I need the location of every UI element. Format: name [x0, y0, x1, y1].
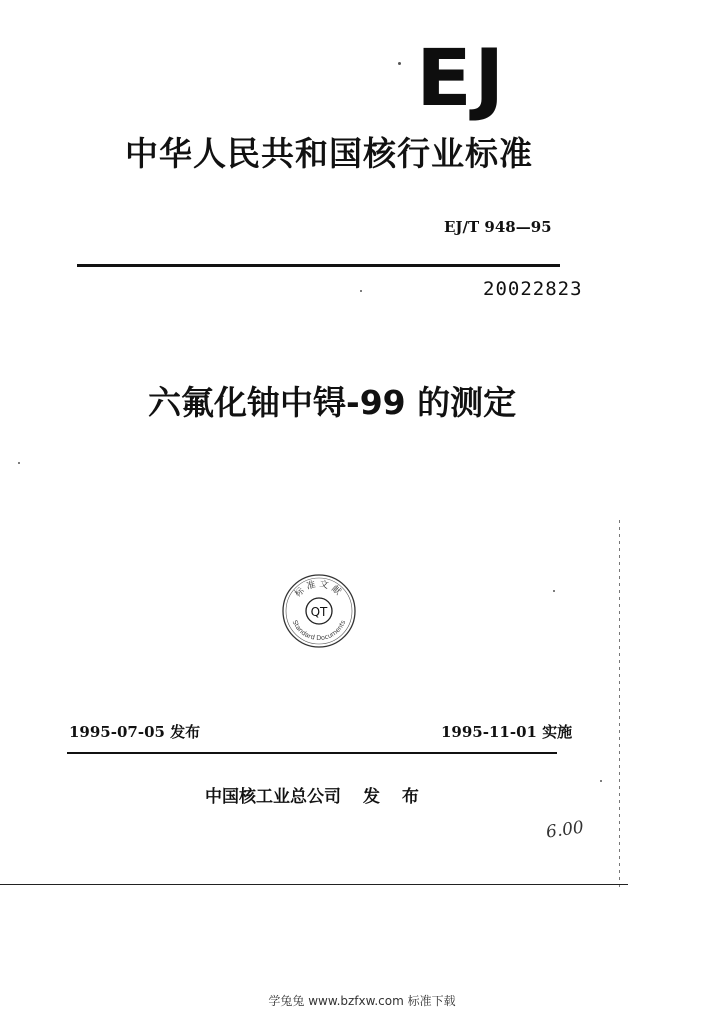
stamp-bottom-text: Standard Documents [290, 618, 348, 643]
scan-speck [18, 462, 20, 464]
top-divider [77, 264, 560, 267]
serial-number: 20022823 [483, 278, 583, 300]
effective-date: 1995-11-01 实施 [441, 723, 573, 741]
scan-speck [553, 590, 555, 592]
bottom-divider [67, 752, 557, 754]
svg-text:Standard Documents [291, 618, 348, 642]
scan-speck [398, 62, 401, 65]
standard-code: EJ/T 948—95 [444, 218, 552, 236]
scan-speck [360, 290, 362, 292]
stamp-top-text: 标准文献 [293, 579, 345, 600]
scan-edge-vertical [619, 520, 620, 890]
scan-speck [600, 780, 602, 782]
document-title: 六氟化铀中锝-99 的测定 [148, 383, 517, 422]
qt-stamp-seal [280, 572, 358, 650]
footer-watermark: 学兔兔 www.bzfxw.com 标准下载 [268, 994, 456, 1008]
issue-date: 1995-07-05 发布 [69, 723, 201, 741]
handwritten-note: 6.00 [544, 817, 586, 843]
publisher-line [205, 786, 427, 808]
stamp-center-text: QT [310, 605, 328, 619]
publisher-name: 中国核工业总公司 [205, 787, 341, 807]
scan-edge-horizontal [0, 884, 628, 885]
ej-logo: EJ [416, 34, 507, 124]
standard-title: 中华人民共和国核行业标准 [125, 134, 533, 173]
publisher-action: 发 布 [363, 787, 427, 807]
